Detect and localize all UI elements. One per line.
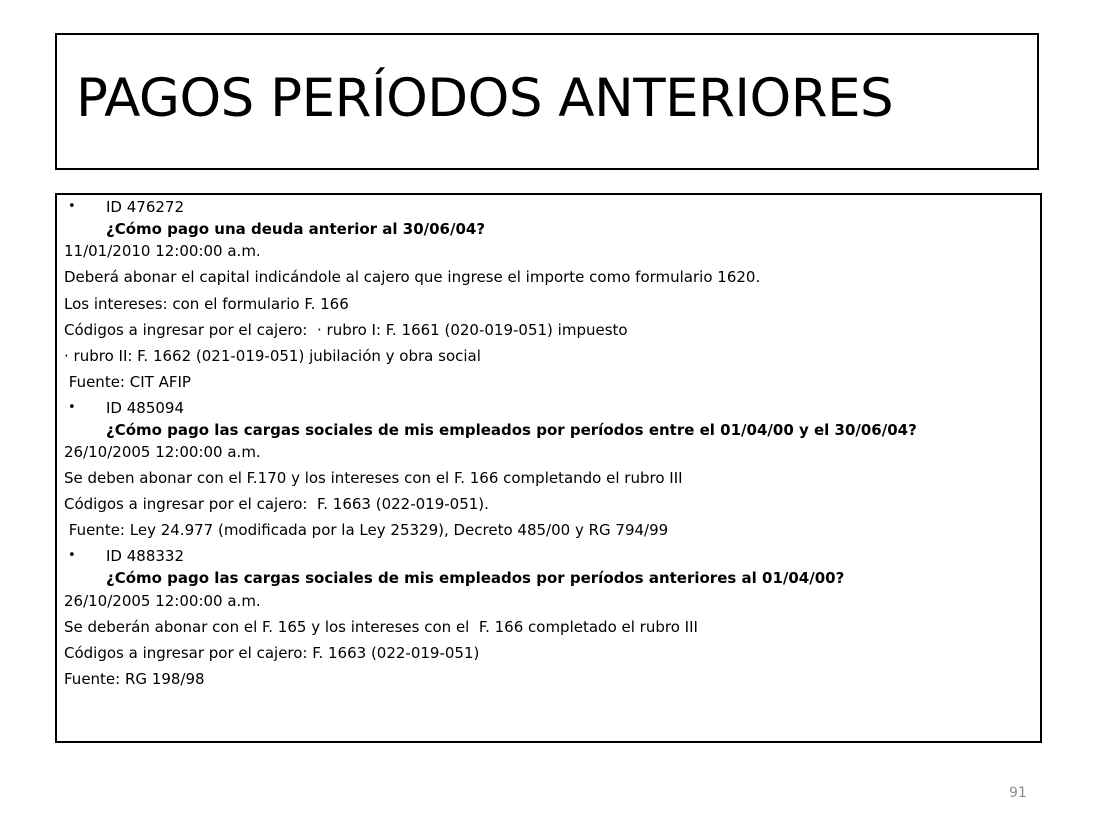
entry-line: · rubro II: F. 1662 (021-019-051) jubilación y obra social bbox=[64, 347, 481, 365]
entry-line: Códigos a ingresar por el cajero: F. 1663 (022-019-051). bbox=[64, 495, 489, 513]
entry-question: ¿Cómo pago las cargas sociales de mis empleados por períodos entre el 01/04/00 y el 30/06/04? bbox=[106, 421, 917, 439]
slide-number: 91 bbox=[1009, 785, 1027, 801]
entry-date: 26/10/2005 12:00:00 a.m. bbox=[64, 592, 261, 610]
bullet-icon: • bbox=[68, 548, 76, 563]
bullet-icon: • bbox=[68, 199, 76, 214]
entry-line: Se deben abonar con el F.170 y los intereses con el F. 166 completando el rubro III bbox=[64, 469, 683, 487]
entry-question: ¿Cómo pago una deuda anterior al 30/06/04? bbox=[106, 220, 486, 238]
entry-line: Códigos a ingresar por el cajero: · rubro I: F. 1661 (020-019-051) impuesto bbox=[64, 321, 628, 339]
slide-title: PAGOS PERÍODOS ANTERIORES bbox=[76, 68, 894, 129]
entry-id: ID 476272 bbox=[106, 198, 185, 216]
entry-line: Códigos a ingresar por el cajero: F. 1663 (022-019-051) bbox=[64, 644, 480, 662]
entry-source: Fuente: Ley 24.977 (modificada por la Ley 25329), Decreto 485/00 y RG 794/99 bbox=[64, 521, 669, 539]
entry-line: Se deberán abonar con el F. 165 y los intereses con el F. 166 completado el rubro III bbox=[64, 618, 698, 636]
entry-date: 11/01/2010 12:00:00 a.m. bbox=[64, 242, 261, 260]
entry-source: Fuente: RG 198/98 bbox=[64, 670, 205, 688]
entry-line: Deberá abonar el capital indicándole al cajero que ingrese el importe como formulario 1620. bbox=[64, 268, 761, 286]
entry-date: 26/10/2005 12:00:00 a.m. bbox=[64, 443, 261, 461]
entry-source: Fuente: CIT AFIP bbox=[64, 373, 191, 391]
entry-line: Los intereses: con el formulario F. 166 bbox=[64, 295, 349, 313]
bullet-icon: • bbox=[68, 400, 76, 415]
entry-question: ¿Cómo pago las cargas sociales de mis empleados por períodos anteriores al 01/04/00? bbox=[106, 569, 845, 587]
entry-id: ID 488332 bbox=[106, 547, 185, 565]
entry-id: ID 485094 bbox=[106, 399, 185, 417]
